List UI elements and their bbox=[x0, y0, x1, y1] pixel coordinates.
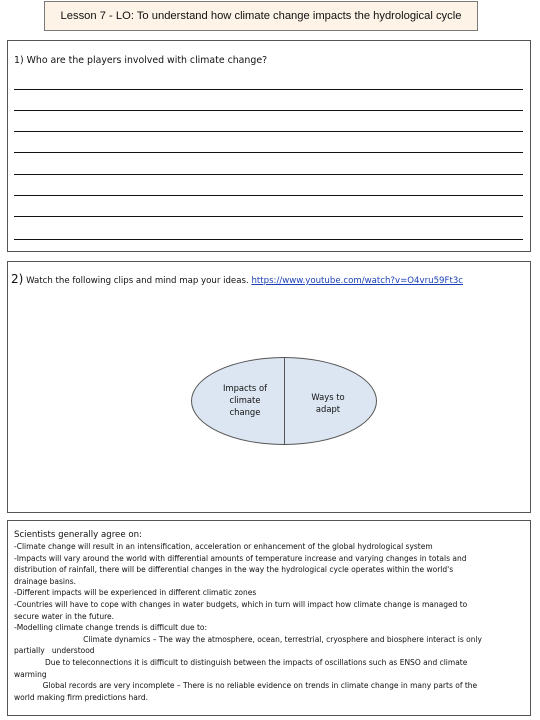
scientists-agree-panel bbox=[7, 520, 531, 716]
text-line: Due to teleconnections it is difficult to distinguish between the impacts of oscillations such as ENSO and climate bbox=[14, 657, 468, 667]
mind-map-ellipse bbox=[191, 357, 377, 445]
text-line: Global records are very incomplete – There is no reliable evidence on trends in climate change in many parts of the bbox=[14, 681, 478, 691]
text-line: -Different impacts will be experienced in different climatic zones bbox=[14, 588, 257, 598]
answer-line[interactable] bbox=[14, 195, 523, 196]
text-line: -Impacts will vary around the world with differential amounts of temperature increase and varying changes in totals and bbox=[14, 553, 467, 563]
text-line: -Modelling climate change trends is difficult due to: bbox=[14, 623, 208, 633]
impacts-label: Impacts of climate change bbox=[222, 383, 268, 417]
text-line: secure water in the future. bbox=[14, 611, 114, 621]
text-line: -Countries will have to cope with changes in water budgets, which in turn will impact how climate change is managed to bbox=[14, 599, 468, 609]
question-2-prompt: Watch the following clips and mind map your ideas. bbox=[26, 276, 249, 286]
adapt-label: Ways to adapt bbox=[311, 392, 345, 414]
question-2-panel bbox=[7, 261, 531, 513]
answer-line[interactable] bbox=[14, 89, 523, 90]
answer-line[interactable] bbox=[14, 131, 523, 132]
scientists-text bbox=[14, 529, 526, 703]
question-1-panel bbox=[7, 40, 531, 252]
video-link[interactable]: https://www.youtube.com/watch?v=O4vru59Ft3c bbox=[251, 276, 464, 286]
answer-line[interactable] bbox=[14, 152, 523, 153]
question-2-text bbox=[11, 272, 463, 286]
text-line: warming bbox=[14, 669, 47, 679]
lesson-title bbox=[44, 1, 478, 31]
answer-line[interactable] bbox=[14, 216, 523, 217]
text-line: Climate dynamics – The way the atmosphere, ocean, terrestrial, cryosphere and biosphere interact is only bbox=[14, 634, 482, 644]
question-1-text: 1) Who are the players involved with climate change? bbox=[14, 55, 268, 66]
text-line: distribution of rainfall, there will be differential changes in the way the hydrological cycle operates within the world's bbox=[14, 565, 454, 575]
text-line: world making firm predictions hard. bbox=[14, 692, 148, 702]
answer-line[interactable] bbox=[14, 174, 523, 175]
text-line: partially understood bbox=[14, 646, 95, 656]
text-line: -Climate change will result in an intensification, acceleration or enhancement of the global hydrological system bbox=[14, 542, 433, 551]
text-line: drainage basins. bbox=[14, 576, 77, 586]
answer-line[interactable] bbox=[14, 239, 523, 240]
answer-line[interactable] bbox=[14, 110, 523, 111]
mind-map-divider bbox=[284, 358, 285, 444]
question-2-number: 2) bbox=[11, 272, 24, 286]
lesson-title-text: Lesson 7 - LO: To understand how climate change impacts the hydrological cycle bbox=[60, 10, 462, 22]
text-line: Scientists generally agree on: bbox=[14, 530, 142, 540]
